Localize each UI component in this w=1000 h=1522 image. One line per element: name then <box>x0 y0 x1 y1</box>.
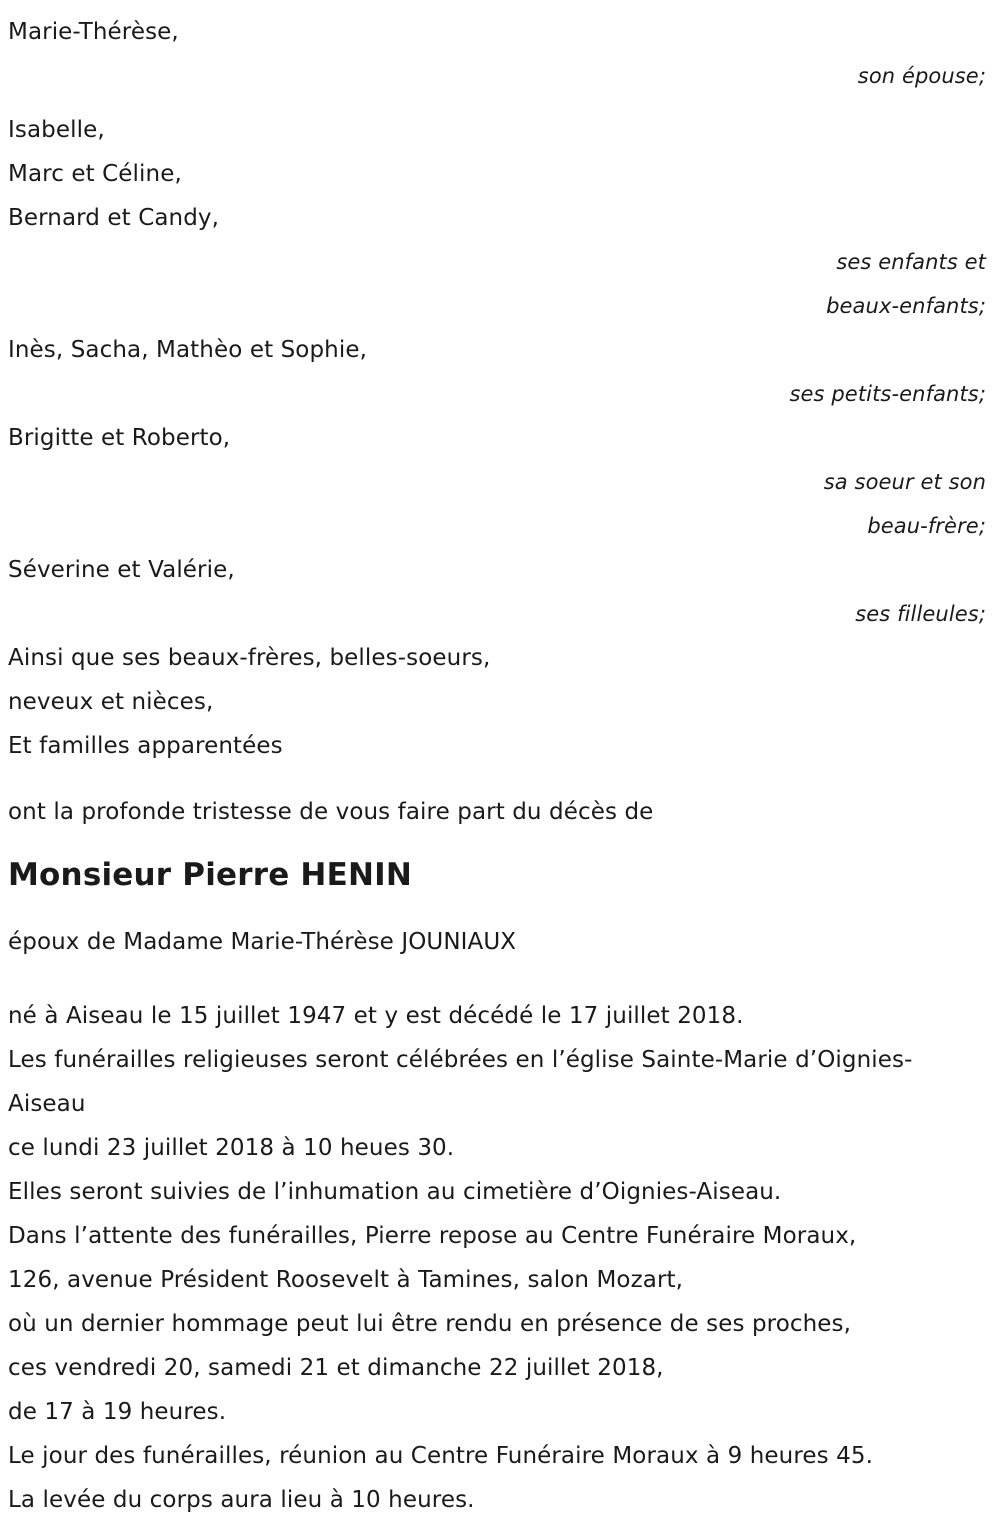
relative-group <box>8 10 986 98</box>
funeral-details-section <box>8 994 986 1522</box>
relative-role <box>8 54 986 98</box>
relative-role-text: ses enfants et beaux-enfants; <box>826 250 986 318</box>
relative-group <box>8 108 986 328</box>
announcement-lead-in: ont la profonde tristesse de vous faire part du décès de <box>8 799 654 825</box>
relative-names <box>8 108 986 240</box>
relative-name-line: Marie-Thérèse, <box>8 19 179 45</box>
relative-role <box>8 372 986 416</box>
detail-line: Le jour des funérailles, réunion au Centre Funéraire Moraux à 9 heures 45. <box>8 1443 874 1469</box>
relative-role-text: son épouse; <box>857 64 986 88</box>
detail-line: de 17 à 19 heures. <box>8 1399 227 1425</box>
relative-names <box>8 328 986 372</box>
detail-line: Dans l’attente des funérailles, Pierre repose au Centre Funéraire Moraux, <box>8 1223 857 1249</box>
relative-names <box>8 548 986 592</box>
detail-line: La levée du corps aura lieu à 10 heures. <box>8 1487 475 1513</box>
relative-role-text: ses filleules; <box>855 602 986 626</box>
relative-names <box>8 416 986 460</box>
relatives-section <box>8 10 986 636</box>
relative-group <box>8 416 986 548</box>
relative-name-line: Bernard et Candy, <box>8 205 220 231</box>
relative-name-line: Séverine et Valérie, <box>8 557 235 583</box>
spouse-of-line: époux de Madame Marie-Thérèse JOUNIAUX <box>8 929 517 955</box>
relative-role <box>8 592 986 636</box>
extended-family-line: Ainsi que ses beaux-frères, belles-soeurs, <box>8 645 491 671</box>
detail-line: né à Aiseau le 15 juillet 1947 et y est décédé le 17 juillet 2018. <box>8 1003 744 1029</box>
extended-family-line: neveux et nièces, <box>8 689 214 715</box>
relative-group <box>8 548 986 636</box>
relative-role <box>8 240 986 328</box>
relative-role-text: ses petits-enfants; <box>789 382 986 406</box>
detail-line: ce lundi 23 juillet 2018 à 10 heues 30. <box>8 1135 455 1161</box>
extended-family-line: Et familles apparentées <box>8 733 283 759</box>
relative-name-line: Brigitte et Roberto, <box>8 425 231 451</box>
relative-names <box>8 10 986 54</box>
spacer <box>8 768 986 790</box>
relative-role-text: sa soeur et son beau-frère; <box>823 470 986 538</box>
detail-line: où un dernier hommage peut lui être rendu en présence de ses proches, <box>8 1311 852 1337</box>
detail-line: Elles seront suivies de l’inhumation au cimetière d’Oignies-Aiseau. <box>8 1179 782 1205</box>
detail-line: ces vendredi 20, samedi 21 et dimanche 22 juillet 2018, <box>8 1355 664 1381</box>
relative-name-line: Inès, Sacha, Mathèo et Sophie, <box>8 337 367 363</box>
relative-name-line: Marc et Céline, <box>8 161 182 187</box>
relative-name-line: Isabelle, <box>8 117 105 143</box>
spacer <box>8 98 986 108</box>
detail-line: 126, avenue Président Roosevelt à Tamines, salon Mozart, <box>8 1267 684 1293</box>
deceased-name: Monsieur Pierre HENIN <box>8 857 412 893</box>
detail-line: Les funérailles religieuses seront célébrées en l’église Sainte-Marie d’Oignies-Aiseau <box>8 1047 913 1117</box>
relative-role <box>8 460 986 548</box>
extended-family-section <box>8 636 986 768</box>
relative-group <box>8 328 986 416</box>
